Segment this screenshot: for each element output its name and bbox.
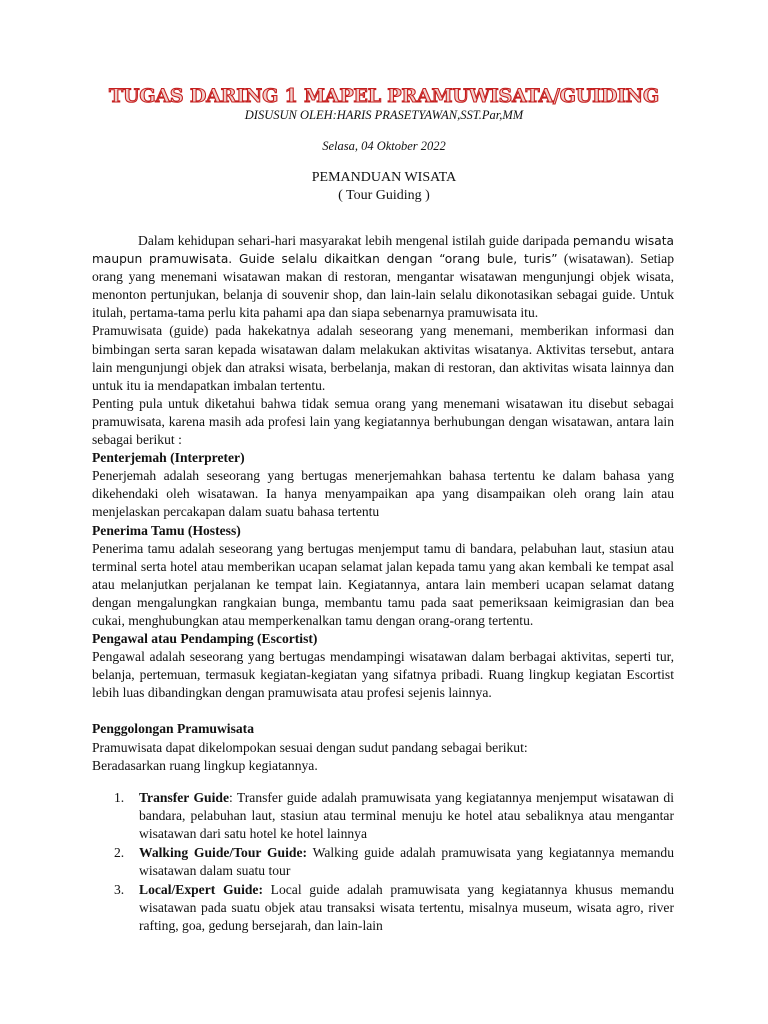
document-body [92, 232, 674, 936]
list-item-number: 1. [114, 789, 125, 805]
list-item-text: Local guide adalah pramuwisata yang kegiatannya khusus memandu wisatawan pada suatu objek atau transaksi wisata tertentu, misalnya museum, wisata agro, river rafting, goa, gedung bersejarah, dan lain-lain [139, 882, 674, 934]
intro-paragraph-2: Pramuwisata (guide) pada hakekatnya adalah seseorang yang menemani, memberikan informasi dan bimbingan serta saran kepada wisatawan dalam melakukan aktivitas wisatanya. Aktivitas tersebut, antara lain mengunjungi objek dan atraksi wisata, berbelanja, makan di restoran, dan aktivitas wisata lainnya dan untuk itu ia mendapatkan imbalan tertentu. [92, 323, 674, 393]
intro-p1-part-c: (wisatawan). Setiap orang yang menemani wisatawan makan di restoran, mengantar wisatawan mengunjungi objek wisata, menonton pertunjukan, belanja di souvenir shop, dan lain-lain selalu dikonotasikan sebagai guide. Untuk itulah, pertama-tama perlu kita pahami apa dan siapa sebenarnya pramuwisata itu. [92, 251, 674, 321]
classification-line-1: Pramuwisata dapat dikelompokan sesuai dengan sudut pandang sebagai berikut: [92, 739, 528, 755]
list-item [92, 844, 674, 880]
intro-paragraph-3: Penting pula untuk diketahui bahwa tidak semua orang yang menemani wisatawan itu disebut sebagai pramuwisata, karena masih ada profesi lain yang kegiatannya berhubungan dengan wisatawan, antara lain sebagai berikut : [92, 395, 674, 448]
list-item-term: Transfer Guide [139, 789, 229, 805]
list-item-text: : Transfer guide adalah pramuwisata yang kegiatannya menjemput wisatawan di bandara, pelabuhan laut, stasiun atau terminal menuju ke hotel atau sebaliknya atau mengantar wisatawan dari satu hotel ke hotel lainnya [139, 789, 674, 841]
role-text-hostess: Penerima tamu adalah seseorang yang bertugas menjemput tamu di bandara, pelabuhan laut, stasiun atau terminal serta hotel atau memberikan ucapan selamat jalan kepada tamu yang akan kembali ke tempat asal atau melanjutkan perjalanan ke tempat lain. Kegiatannya, antara lain memberi ucapan selamat datang dengan mengalungkan rangkaian bunga, membantu tamu pada saat pemeriksaan keimigrasian dan bea cukai, menghubungkan atau memperkenalkan tamu dengan orang-orang tertentu. [92, 540, 674, 628]
list-item [92, 881, 674, 935]
list-item-text: Walking guide adalah pramuwisata yang kegiatannya memandu wisatawan dalam suatu tour [139, 845, 674, 879]
role-heading-interpreter: Penterjemah (Interpreter) [92, 450, 245, 466]
section-title-sub: ( Tour Guiding ) [338, 188, 430, 203]
role-text-interpreter: Penerjemah adalah seseorang yang bertugas menerjemahkan bahasa tertentu ke dalam bahasa yang dikehendaki oleh wisatawan. Ia hanya menyampaikan apa yang disampaikan oleh orang lain atau menjelaskan percakapan dalam suatu bahasa tertentu [92, 468, 674, 520]
spacer [92, 702, 674, 720]
list-item-term: Local/Expert Guide: [139, 882, 263, 898]
author-byline: DISUSUN OLEH:HARIS PRASETYAWAN,SST.Par,MM [244, 108, 524, 122]
list-item-term: Walking Guide/Tour Guide: [139, 845, 308, 860]
role-heading-hostess: Penerima Tamu (Hostess) [92, 522, 241, 538]
list-item [92, 789, 674, 843]
classification-heading: Penggolongan Pramuwisata [92, 721, 254, 737]
document-title: TUGAS DARING 1 MAPEL PRAMUWISATA/GUIDING [109, 85, 659, 107]
intro-paragraph-1 [92, 232, 674, 322]
section-title [0, 169, 768, 205]
role-heading-escortist: Pengawal atau Pendamping (Escortist) [92, 631, 318, 647]
role-text-escortist: Pengawal adalah seseorang yang bertugas mendampingi wisatawan dalam berbagai aktivitas, seperti tur, belanja, pertemuan, termasuk kegiatan-kegiatan yang sifatnya pribadi. Ruang lingkup kegiatan Escortist lebih luas dibandingkan dengan pramuwisata atau profesi sejenis lainnya. [92, 649, 674, 701]
intro-p1-part-a: Dalam kehidupan sehari-hari masyarakat lebih mengenal istilah guide daripada [138, 233, 573, 248]
document-header [0, 85, 768, 205]
document-date: Selasa, 04 Oktober 2022 [322, 139, 446, 153]
classification-line-2: Beradasarkan ruang lingkup kegiatannya. [92, 757, 318, 773]
section-title-main: PEMANDUAN WISATA [311, 170, 457, 185]
list-item-number: 3. [114, 882, 125, 898]
intro-p1-part-b: pemandu wisata maupun pramuwisata. Guide selalu dikaitkan dengan “orang bule, turis” [92, 234, 674, 267]
guide-types-list [92, 789, 674, 936]
list-item-number: 2. [114, 845, 125, 860]
